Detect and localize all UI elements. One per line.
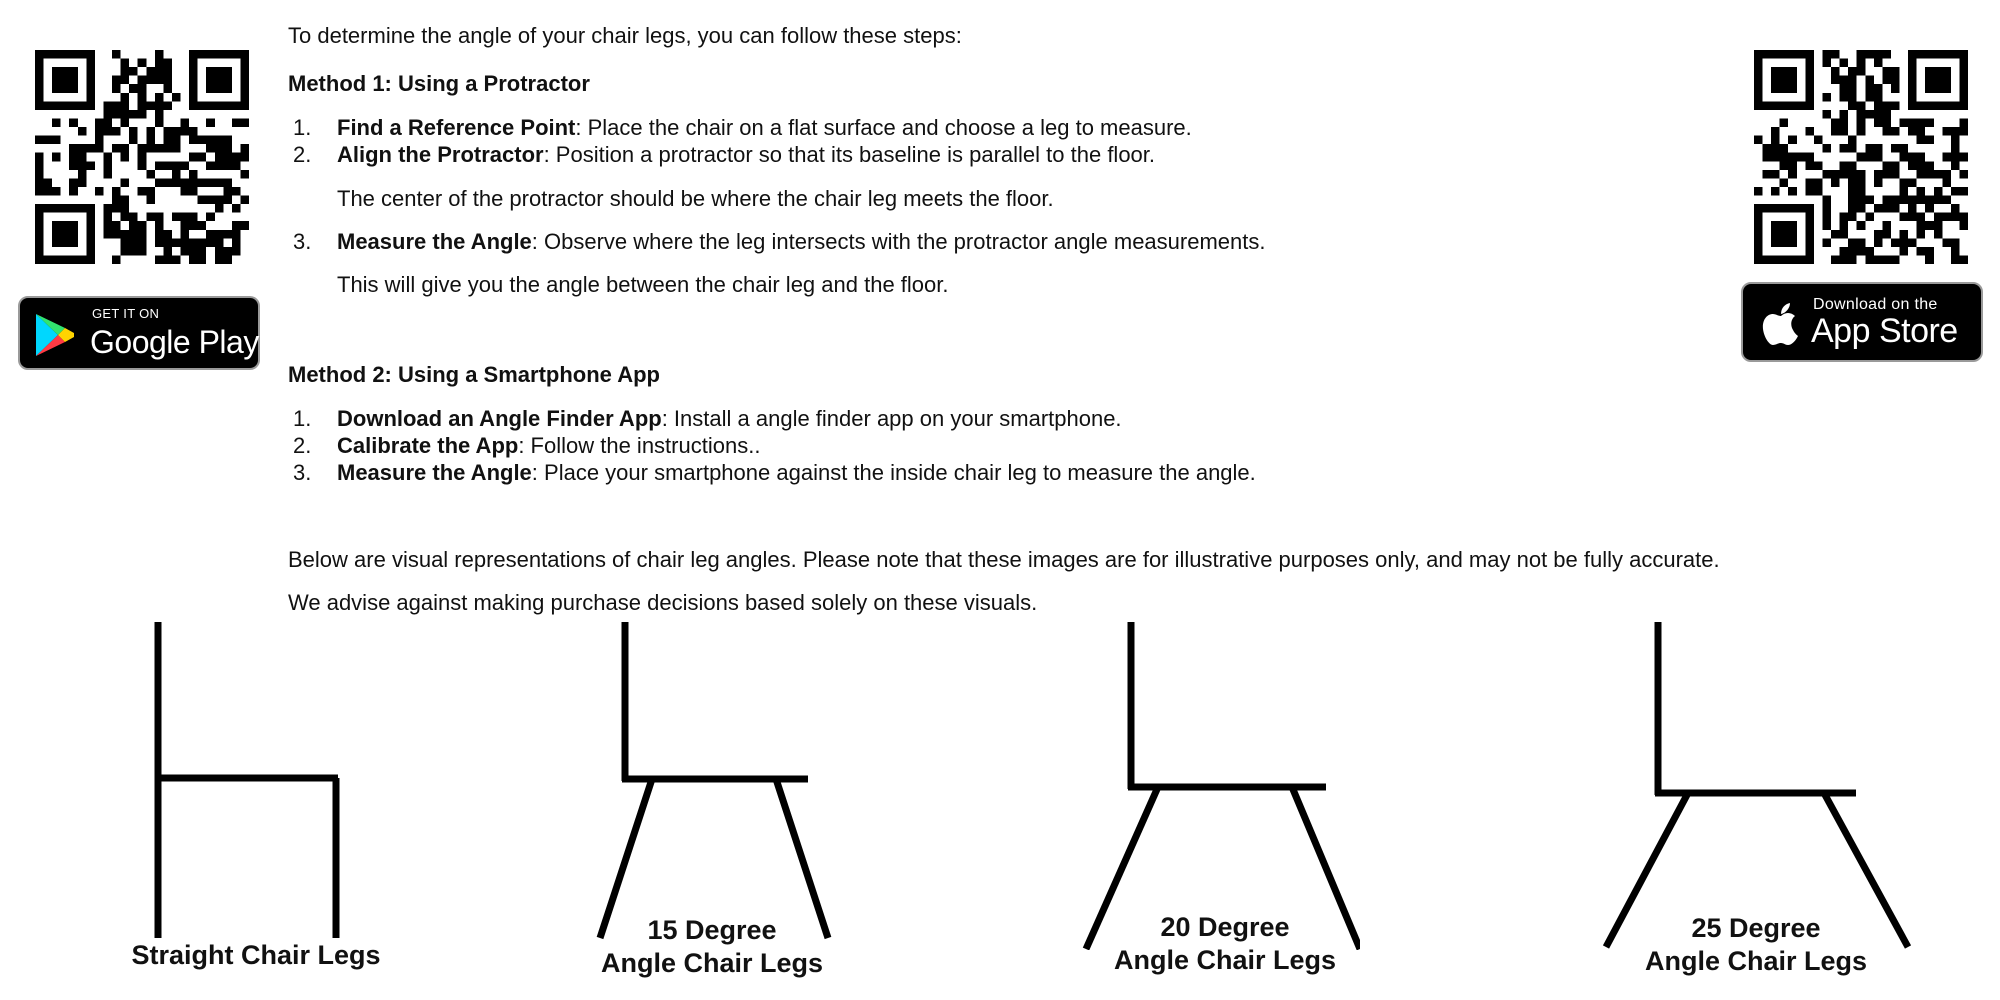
step-number: 3.	[293, 460, 312, 485]
chair-caption	[100, 939, 412, 972]
app-store-button[interactable]	[1741, 282, 1983, 362]
step-number: 1.	[293, 115, 312, 140]
chair-caption-line: Angle Chair Legs	[600, 948, 824, 978]
step-title: Download an Angle Finder App	[337, 406, 662, 431]
list-item	[337, 141, 1155, 169]
disclaimer-line-2: We advise against making purchase decisions based solely on these visuals.	[288, 590, 1038, 615]
intro-text: To determine the angle of your chair legs, you can follow these steps:	[288, 23, 962, 48]
step-number: 2.	[293, 433, 312, 458]
chair-caption-line: Angle Chair Legs	[1644, 946, 1868, 976]
step-text: : Install a angle finder app on your smartphone.	[661, 406, 1122, 431]
chair-caption-line: Straight Chair Legs	[131, 940, 381, 970]
step-note: The center of the protractor should be where the chair leg meets the floor.	[337, 186, 1054, 211]
step-number: 1.	[293, 406, 312, 431]
step-text: : Observe where the leg intersects with the protractor angle measurements.	[531, 229, 1266, 254]
angled-chair-legs-illustration	[1080, 620, 1360, 950]
badge-caption: Download on the	[1813, 296, 1938, 313]
step-title: Find a Reference Point	[337, 115, 576, 140]
google-play-logo-icon	[34, 312, 76, 358]
badge-title: App Store	[1811, 312, 1958, 350]
chair-caption	[572, 914, 852, 980]
step-title: Calibrate the App	[337, 433, 519, 458]
badge-caption: GET IT ON	[92, 306, 160, 321]
list-item	[337, 459, 1256, 487]
chair-caption-line: 15 Degree	[647, 915, 777, 945]
step-title: Align the Protractor	[337, 142, 544, 167]
list-item	[337, 228, 1265, 256]
qr-code-icon[interactable]	[1754, 50, 1968, 264]
step-number: 3.	[293, 229, 312, 254]
method2-heading: Method 2: Using a Smartphone App	[288, 362, 660, 387]
chair-caption-line: 25 Degree	[1691, 913, 1821, 943]
apple-logo-icon	[1761, 302, 1801, 346]
angled-chair-legs-illustration	[1600, 620, 1920, 950]
angled-chair-legs-illustration	[590, 620, 840, 940]
google-play-button[interactable]	[18, 296, 260, 370]
chair-caption	[1616, 912, 1896, 978]
step-title: Measure the Angle	[337, 229, 532, 254]
step-title: Measure the Angle	[337, 460, 532, 485]
straight-chair-legs-illustration	[140, 620, 350, 940]
step-number: 2.	[293, 142, 312, 167]
chair-caption-line: Angle Chair Legs	[1113, 945, 1337, 975]
list-item	[337, 432, 760, 460]
step-text: : Follow the instructions..	[518, 433, 761, 458]
step-text: : Place your smartphone against the inside chair leg to measure the angle.	[531, 460, 1256, 485]
chair-caption-line: 20 Degree	[1160, 912, 1290, 942]
method1-heading: Method 1: Using a Protractor	[288, 71, 590, 96]
chair-caption	[1085, 911, 1365, 977]
qr-code-icon[interactable]	[35, 50, 249, 264]
step-note: This will give you the angle between the chair leg and the floor.	[337, 272, 949, 297]
badge-title: Google Play	[90, 324, 259, 360]
disclaimer-line-1: Below are visual representations of chair leg angles. Please note that these images are for illustrative purposes only, and may not be fully accurate.	[288, 547, 1720, 572]
step-text: : Place the chair on a flat surface and choose a leg to measure.	[575, 115, 1192, 140]
list-item	[337, 114, 1192, 142]
list-item	[337, 405, 1122, 433]
step-text: : Position a protractor so that its baseline is parallel to the floor.	[543, 142, 1156, 167]
